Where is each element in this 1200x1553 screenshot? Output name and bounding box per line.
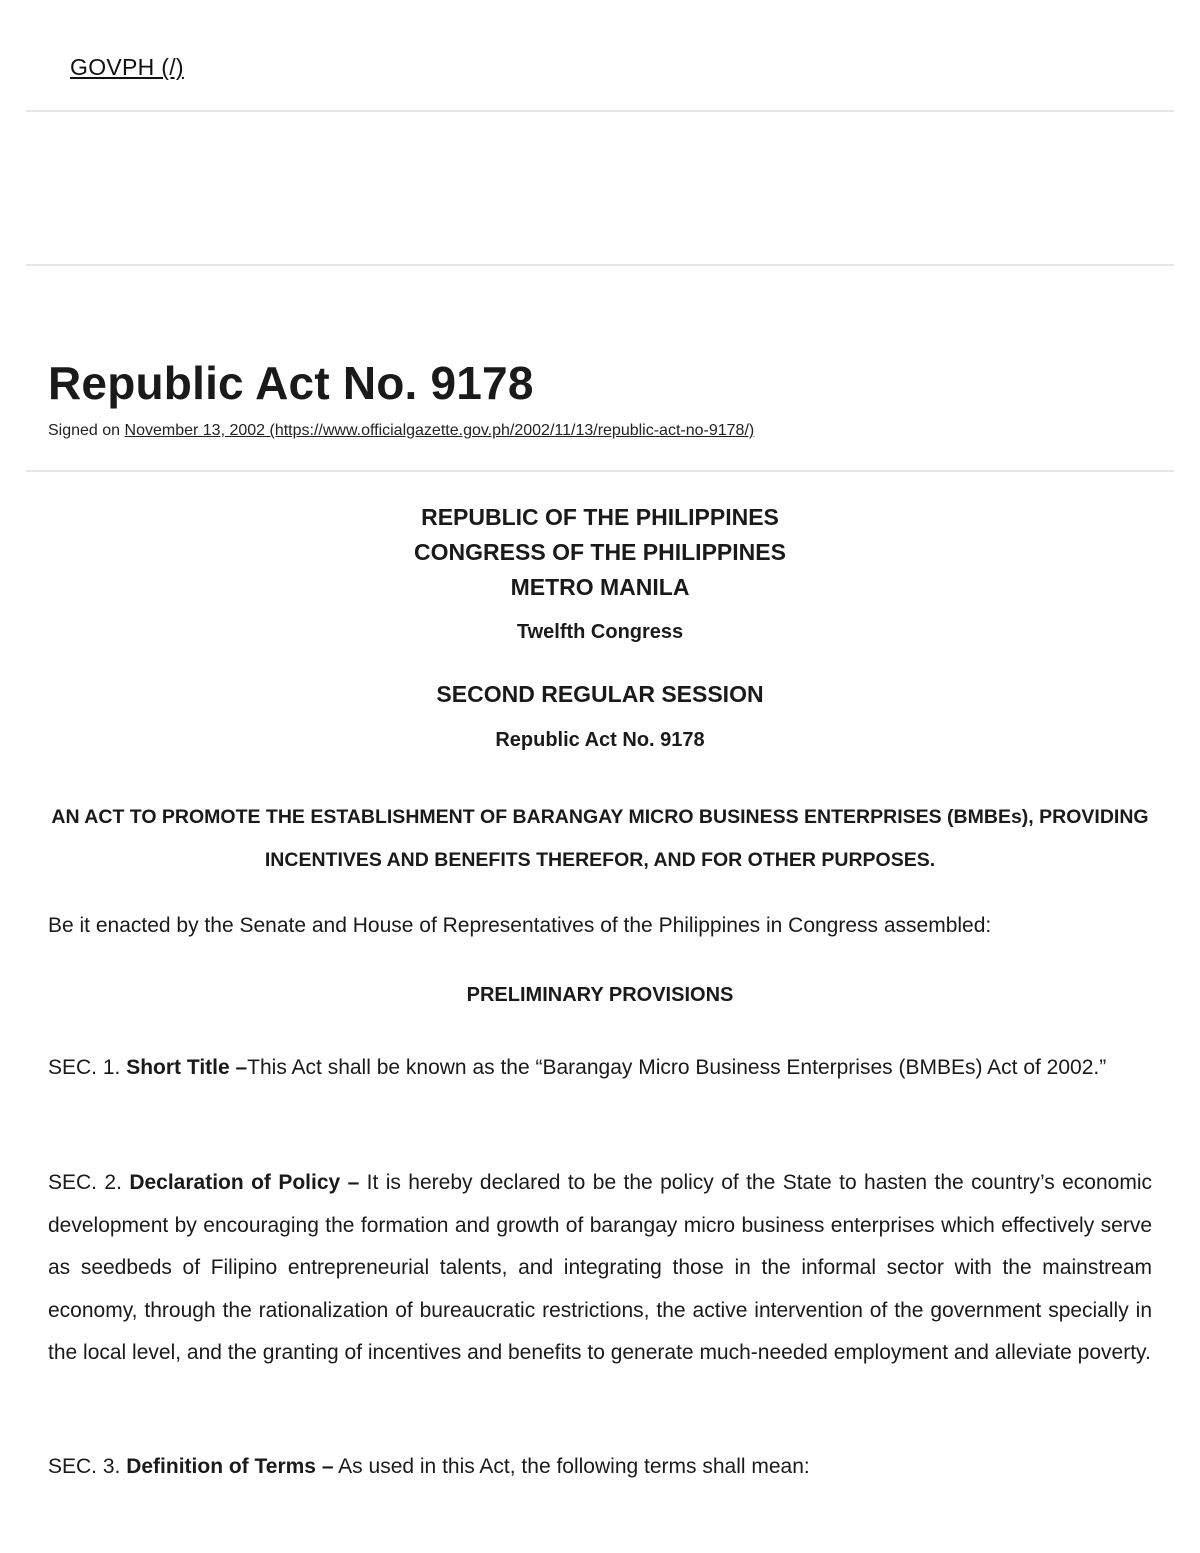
section-number: SEC. 2. [48,1171,130,1194]
section-text: This Act shall be known as the “Barangay Micro Business Enterprises (BMBEs) Act of 2002.” [247,1056,1107,1079]
session-heading: SECOND REGULAR SESSION [436,681,764,707]
act-title: AN ACT TO PROMOTE THE ESTABLISHMENT OF BARANGAY MICRO BUSINESS ENTERPRISES (BMBEs), PROVIDING INCENTIVES AND BENEFITS THEREFOR, AND FOR OTHER PURPOSES. [51,806,1149,871]
section-number: SEC. 1. [48,1056,127,1079]
preliminary-heading: PRELIMINARY PROVISIONS [466,984,734,1006]
enacting-clause: Be it enacted by the Senate and House of Representatives of the Philippines in Congress assembled: [48,914,992,937]
divider [26,470,1174,472]
page-title: Republic Act No. 9178 [48,357,534,409]
govph-home-link[interactable]: GOVPH (/) [70,54,184,80]
signed-prefix: Signed on [48,422,125,439]
section-heading: Short Title – [126,1056,248,1079]
section-3 [48,1446,1152,1489]
header-metro-manila: METRO MANILA [510,574,690,600]
congress-number: Twelfth Congress [516,621,684,643]
header-republic: REPUBLIC OF THE PHILIPPINES [421,504,779,530]
header-congress: CONGRESS OF THE PHILIPPINES [414,539,786,565]
section-number: SEC. 3. [48,1455,127,1478]
section-2 [48,1162,1152,1375]
signed-date-link[interactable]: November 13, 2002 (https://www.officialgazette.gov.ph/2002/11/13/republic-act-no-9178/) [124,422,755,439]
section-heading: Definition of Terms – [126,1455,334,1478]
act-number: Republic Act No. 9178 [495,729,705,751]
top-nav [70,54,184,81]
divider [26,110,1174,112]
section-text: It is hereby declared to be the policy of the State to hasten the country’s economic development by encouraging the formation and growth of barangay micro business enterprises which effectively serve as seedbeds of Filipino entrepreneurial talents, and integrating those in the informal sector with the mainstream economy, through the rationalization of bureaucratic restrictions, the active intervention of the government specially in the local level, and the granting of incentives and benefits to generate much-needed employment and alleviate poverty. [48,1171,1152,1364]
signed-date-line [48,422,754,440]
section-heading: Declaration of Policy – [129,1171,360,1194]
divider [26,264,1174,266]
section-1 [48,1047,1152,1090]
section-text: As used in this Act, the following terms shall mean: [333,1455,810,1478]
